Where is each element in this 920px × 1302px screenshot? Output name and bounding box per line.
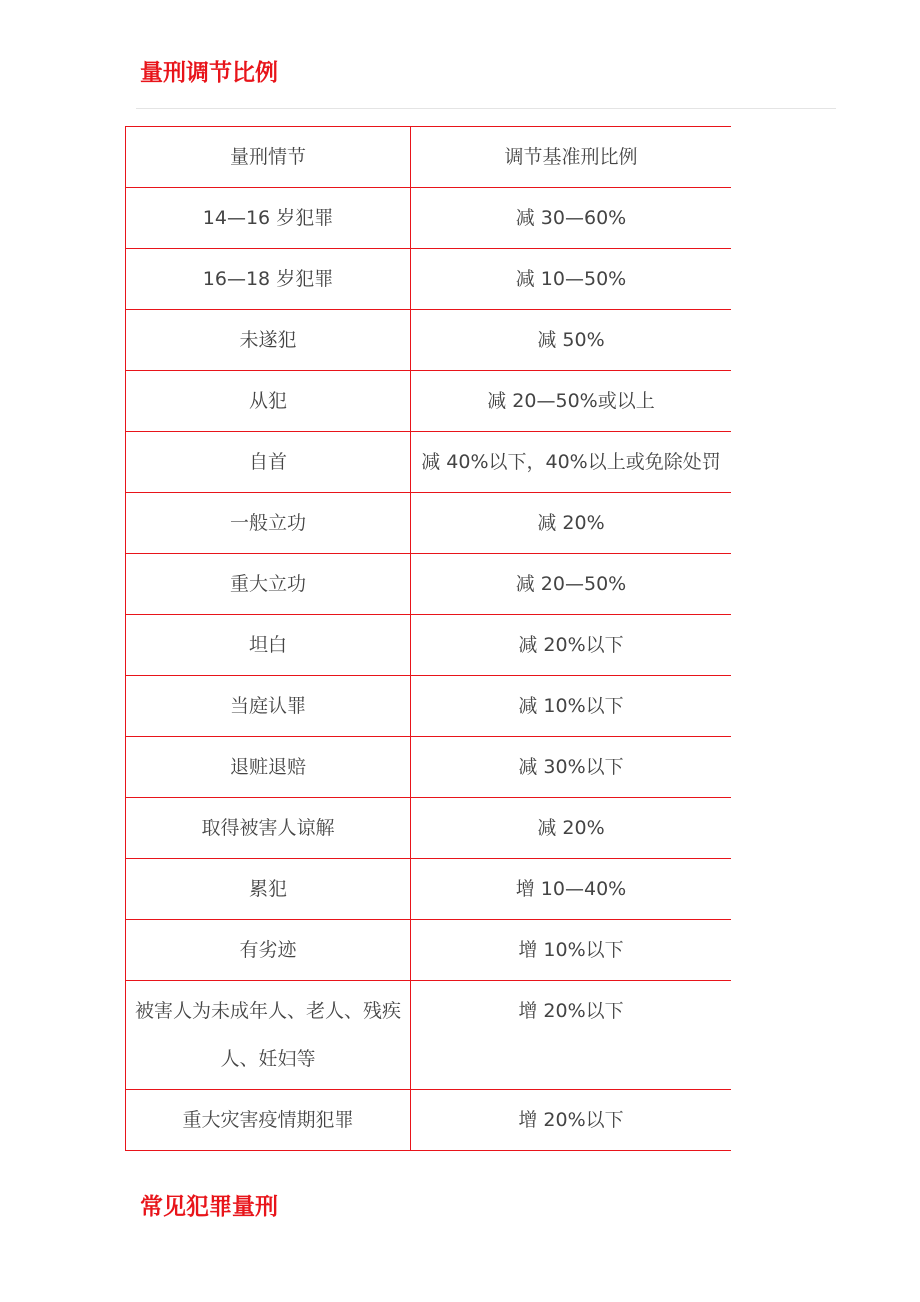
circumstance-cell: 重大立功 — [126, 554, 411, 615]
ratio-cell: 减 20% — [411, 798, 732, 859]
ratio-cell: 减 10%以下 — [411, 676, 732, 737]
section-title-sentencing-adjustment: 量刑调节比例 — [140, 60, 278, 86]
table-row — [126, 981, 732, 1090]
table-row — [126, 188, 732, 249]
circumstance-cell: 被害人为未成年人、老人、残疾人、妊妇等 — [126, 981, 411, 1090]
circumstance-cell: 重大灾害疫情期犯罪 — [126, 1090, 411, 1151]
ratio-cell: 减 50% — [411, 310, 732, 371]
table-row — [126, 676, 732, 737]
header-adjustment-ratio: 调节基准刑比例 — [411, 127, 732, 188]
ratio-cell: 增 10—40% — [411, 859, 732, 920]
ratio-cell: 减 20—50% — [411, 554, 732, 615]
circumstance-cell: 当庭认罪 — [126, 676, 411, 737]
table-row — [126, 615, 732, 676]
ratio-cell: 减 40%以下，40%以上或免除处罚 — [411, 432, 732, 493]
table-row — [126, 371, 732, 432]
table-row — [126, 554, 732, 615]
circumstance-cell: 自首 — [126, 432, 411, 493]
header-circumstance: 量刑情节 — [126, 127, 411, 188]
table-row — [126, 1090, 732, 1151]
circumstance-cell: 未遂犯 — [126, 310, 411, 371]
circumstance-cell: 坦白 — [126, 615, 411, 676]
table-row — [126, 493, 732, 554]
table-row — [126, 920, 732, 981]
circumstance-cell: 取得被害人谅解 — [126, 798, 411, 859]
circumstance-cell: 一般立功 — [126, 493, 411, 554]
table-row — [126, 432, 732, 493]
table-row — [126, 310, 732, 371]
adjustment-table — [125, 126, 731, 1151]
ratio-cell: 减 30—60% — [411, 188, 732, 249]
ratio-cell: 减 20%以下 — [411, 615, 732, 676]
circumstance-cell: 从犯 — [126, 371, 411, 432]
ratio-cell: 减 20% — [411, 493, 732, 554]
circumstance-cell: 有劣迹 — [126, 920, 411, 981]
table-row — [126, 737, 732, 798]
circumstance-cell: 14—16 岁犯罪 — [126, 188, 411, 249]
ratio-cell: 增 20%以下 — [411, 981, 732, 1090]
table-row — [126, 798, 732, 859]
ratio-cell: 减 20—50%或以上 — [411, 371, 732, 432]
adjustment-table-container — [125, 126, 731, 1181]
table-header-row — [126, 127, 732, 188]
section-title-common-crimes: 常见犯罪量刑 — [140, 1194, 278, 1220]
ratio-cell: 减 30%以下 — [411, 737, 732, 798]
table-row — [126, 859, 732, 920]
ratio-cell: 减 10—50% — [411, 249, 732, 310]
ratio-cell: 增 20%以下 — [411, 1090, 732, 1151]
circumstance-cell: 退赃退赔 — [126, 737, 411, 798]
ratio-cell: 增 10%以下 — [411, 920, 732, 981]
table-row — [126, 249, 732, 310]
title-divider — [136, 108, 836, 109]
circumstance-cell: 累犯 — [126, 859, 411, 920]
circumstance-cell: 16—18 岁犯罪 — [126, 249, 411, 310]
